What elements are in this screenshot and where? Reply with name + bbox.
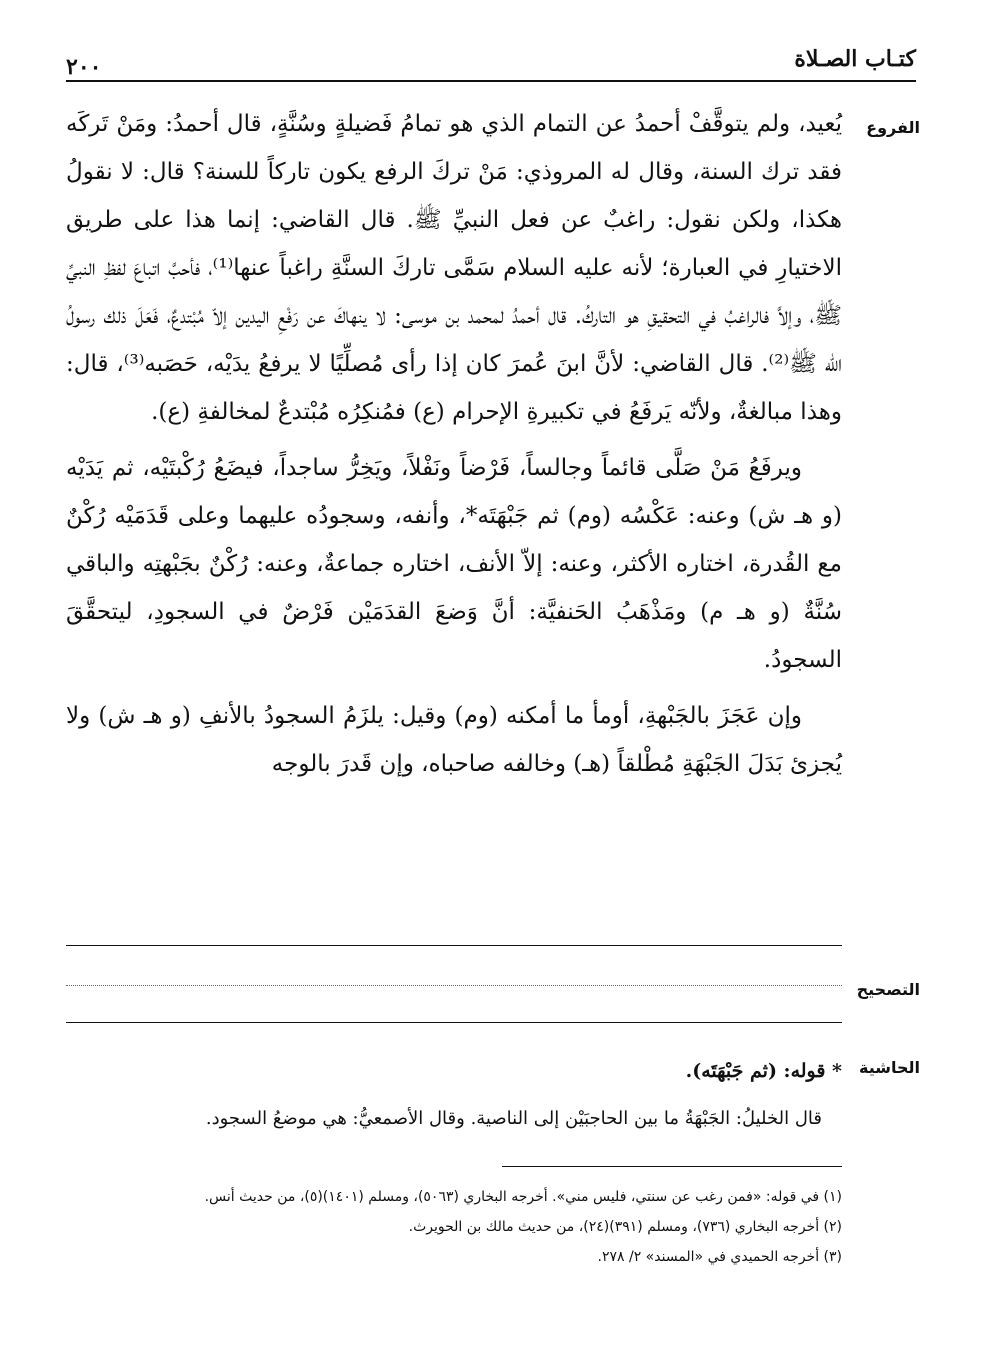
footnote-rule bbox=[502, 1166, 842, 1167]
page-number: ٢٠٠ bbox=[66, 54, 102, 80]
annotation-text: قال الخليلُ: الجَبْهَةُ ما بين الحاجبَيْن إلى الناصية. وقال الأصمعيُّ: هي موضعُ السجود. bbox=[205, 1108, 822, 1129]
margin-label-furu: الفروع bbox=[866, 118, 920, 137]
paragraph-3: وإن عَجَزَ بالجَبْهةِ، أومأ ما أمكنه (وم) وقيل: يلزَمُ السجودُ بالأنفِ (و هـ ش) ولا يُجزئ بَدَلَ الجَبْهَةِ مُطْلقاً (هـ) وخالفه صاحباه، وإن قَدرَ بالوجه bbox=[66, 703, 842, 777]
main-text bbox=[66, 100, 842, 796]
margin-label-tashih: التصحيح bbox=[856, 980, 920, 999]
footnote-1: (١) في قوله: «فمن رغب عن سنتي، فليس مني». أخرجه البخاري (٥٠٦٣)، ومسلم (١٤٠١)(٥)، من حديث أنس. bbox=[204, 1189, 842, 1205]
section-divider-top bbox=[66, 945, 842, 946]
footnote-3: (٣) أخرجه الحميدي في «المسند» ٢/ ٢٧٨. bbox=[597, 1249, 842, 1265]
page-header bbox=[66, 40, 916, 82]
footnote-2: (٢) أخرجه البخاري (٧٣٦)، ومسلم (٣٩١)(٢٤)، من حديث مالك بن الحويرث. bbox=[408, 1219, 842, 1235]
footnotes bbox=[66, 1182, 842, 1272]
running-title: كتـاب الصـلاة bbox=[794, 46, 916, 72]
paragraph-1: يُعيد، ولم يتوقَّفْ أحمدُ عن التمام الذي هو تمامُ فَضيلةٍ وسُنَّةٍ، قال أحمدُ: ومَنْ تَركَه فقد ترك السنة، وقال له المروذي: مَنْ تركَ الرفع يكون تاركاً للسنة؟ قال: لا نقولُ هكذا، ولكن نقول: راغبٌ عن فعل النبيِّ ﷺ. قال القاضي: إنما هذا على طريق الاختيارِ في العبارة؛ لأنه عليه السلام سَمَّى تاركَ السنَّةِ راغباً عنها⁽¹⁾، فأحبَّ اتباعَ لفظِ النبيِّ ﷺ، وإلاَّ فالراغبُ في التحقيقِ هو التاركُ. قال أحمدُ لمحمد بن موسى: لا ينهاكَ عن رَفْعِ اليدين إلاّ مُبْتدعٌ، فَعَلَ ذلك رسولُ الله ﷺ⁽²⁾. قال القاضي: لأنَّ ابنَ عُمرَ كان إذا رأى مُصلِّيًا لا يرفعُ يدَيْه، حَصَبه⁽³⁾، قال: وهذا مبالغةٌ، ولأنّه يَرفَعُ في تكبيرةِ الإحرام (ع) فمُنكِرُه مُبْتدعٌ لمخالفةِ (ع). bbox=[66, 111, 842, 425]
section-divider-bottom bbox=[66, 1022, 842, 1023]
margin-label-hashiya: الحاشية bbox=[859, 1058, 920, 1077]
paragraph-2: ويرفَعُ مَنْ صَلَّى قائماً وجالساً، فَرْضاً ونَفْلاً، ويَخِرُّ ساجداً، فيضَعُ رُكْبتَيْه، ثم يَدَيْه (و هـ ش) وعنه: عَكْسُه (وم) ثم جَبْهَتَه*، وأنفه، وسجودُه عليهما وعلى قَدَمَيْه رُكْنٌ مع القُدرة، اختاره الأكثر، وعنه: إلاّ الأنف، اختاره جماعةٌ، وعنه: رُكْنٌ بجَبْهتِه والباقي سُنَّةٌ (و هـ م) ومَذْهَبُ الحَنفيَّة: أنَّ وَضعَ القدَمَيْن فَرْضٌ في السجودِ، ليتحقَّقَ السجودُ. bbox=[66, 455, 842, 673]
annotation-heading: * قوله: (ثم جَبْهَتَه). bbox=[685, 1060, 842, 1082]
tashih-dotted-line bbox=[66, 985, 842, 986]
